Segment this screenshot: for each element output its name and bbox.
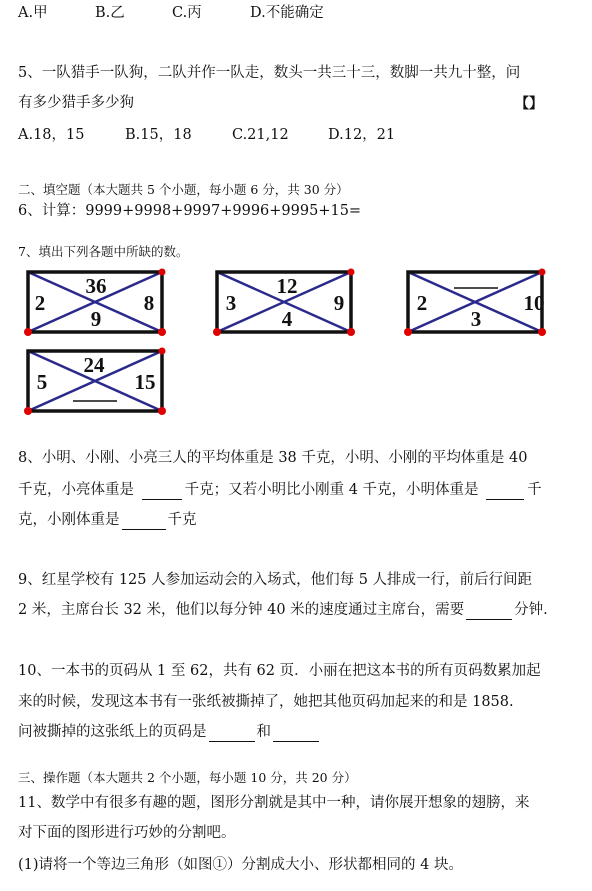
q10-line-3-a: 问被撕掉的这张纸上的页码是	[18, 724, 207, 740]
figure-2-bottom: 4	[281, 307, 293, 331]
q5-line-2: 有多少猎手多少狗	[18, 95, 134, 111]
section-2-heading: 二、填空题（本大题共 5 个小题，每小题 6 分，共 30 分）	[18, 182, 349, 197]
q10-line-3-b: 和	[256, 724, 271, 740]
q9-line-2-b: 分钟.	[514, 602, 548, 618]
figure-2-right: 9	[333, 291, 345, 315]
q7-text: 7、填出下列各题中所缺的数。	[18, 244, 189, 259]
section-3-heading: 三、操作题（本大题共 2 个小题，每小题 10 分，共 20 分）	[18, 770, 357, 785]
q5-answer-bracket: 【】	[515, 96, 543, 112]
q5-line-1: 5、一队猎手一队狗，二队并作一队走，数头一共三十三，数脚一共九十整，问	[18, 65, 521, 81]
figure-3-right: 10	[523, 291, 545, 315]
q10-line-2: 来的时候，发现这本书有一张纸被撕掉了，她把其他页码加起来的和是 1858.	[18, 694, 514, 710]
figure-4	[22, 345, 172, 417]
q8-line-1: 8、小明、小刚、小亮三人的平均体重是 38 千克，小明、小刚的平均体重是 40	[18, 450, 528, 466]
figure-4-left: 5	[36, 370, 48, 394]
figure-2-top: 12	[276, 274, 298, 298]
q8-blank-xiaogang[interactable]	[122, 513, 166, 530]
q9-line-1: 9、红星学校有 125 人参加运动会的入场式，他们每 5 人排成一行，前后行间距	[18, 572, 533, 588]
q11-line-3: (1)请将一个等边三角形（如图①）分割成大小、形状都相同的 4 块。	[18, 857, 463, 873]
q4-option-b: B.乙	[95, 5, 125, 21]
q8-line-3	[18, 510, 197, 530]
q9-line-2-a: 2 米，主席台长 32 米，他们以每分钟 40 米的速度通过主席台，需要	[18, 602, 465, 618]
q4-option-c: C.丙	[172, 5, 202, 21]
q5-option-c: C.21,12	[232, 127, 289, 143]
q8-line-3-b: 千克	[167, 512, 197, 528]
figure-4-top: 24	[83, 353, 105, 377]
figure-1-bottom: 9	[90, 307, 102, 331]
q4-option-a: A.甲	[18, 5, 48, 21]
q4-option-d: D.不能确定	[250, 5, 324, 21]
figure-1	[22, 266, 172, 338]
q10-line-3	[18, 722, 321, 742]
figure-3	[402, 266, 552, 338]
figure-1-left: 2	[34, 291, 46, 315]
q8-line-2-b: 千克；又若小明比小刚重 4 千克，小明体重是	[184, 482, 479, 498]
figure-2	[211, 266, 361, 338]
q9-blank-minutes[interactable]	[466, 603, 512, 620]
q11-line-2: 对下面的图形进行巧妙的分割吧。	[18, 825, 236, 841]
figure-1-right: 8	[143, 291, 155, 315]
q8-blank-xiaoming[interactable]	[486, 483, 524, 500]
q5-option-d: D.12，21	[328, 127, 396, 143]
q5-option-b: B.15，18	[125, 127, 192, 143]
q8-line-2-c: 千	[527, 482, 542, 498]
q10-blank-page-2[interactable]	[273, 725, 319, 742]
q8-blank-xiaoliang[interactable]	[142, 483, 182, 500]
q10-line-1: 10、一本书的页码从 1 至 62，共有 62 页．小丽在把这本书的所有页码数累加起	[18, 663, 541, 679]
q11-line-1: 11、数学中有很多有趣的题，图形分割就是其中一种，请你展开想象的翅膀，来	[18, 795, 530, 811]
q8-line-2	[18, 480, 542, 500]
q8-line-3-a: 克，小刚体重是	[18, 512, 120, 528]
figure-4-right: 15	[134, 370, 156, 394]
figure-2-left: 3	[225, 291, 237, 315]
figure-3-left: 2	[416, 291, 428, 315]
q6-text: 6、计算：9999+9998+9997+9996+9995+15=	[18, 203, 362, 219]
q9-line-2	[18, 600, 548, 620]
figure-1-top: 36	[85, 274, 107, 298]
q8-line-2-a: 千克，小亮体重是	[18, 482, 134, 498]
q5-option-a: A.18，15	[18, 127, 85, 143]
figure-3-bottom: 3	[470, 307, 482, 331]
q10-blank-page-1[interactable]	[209, 725, 255, 742]
